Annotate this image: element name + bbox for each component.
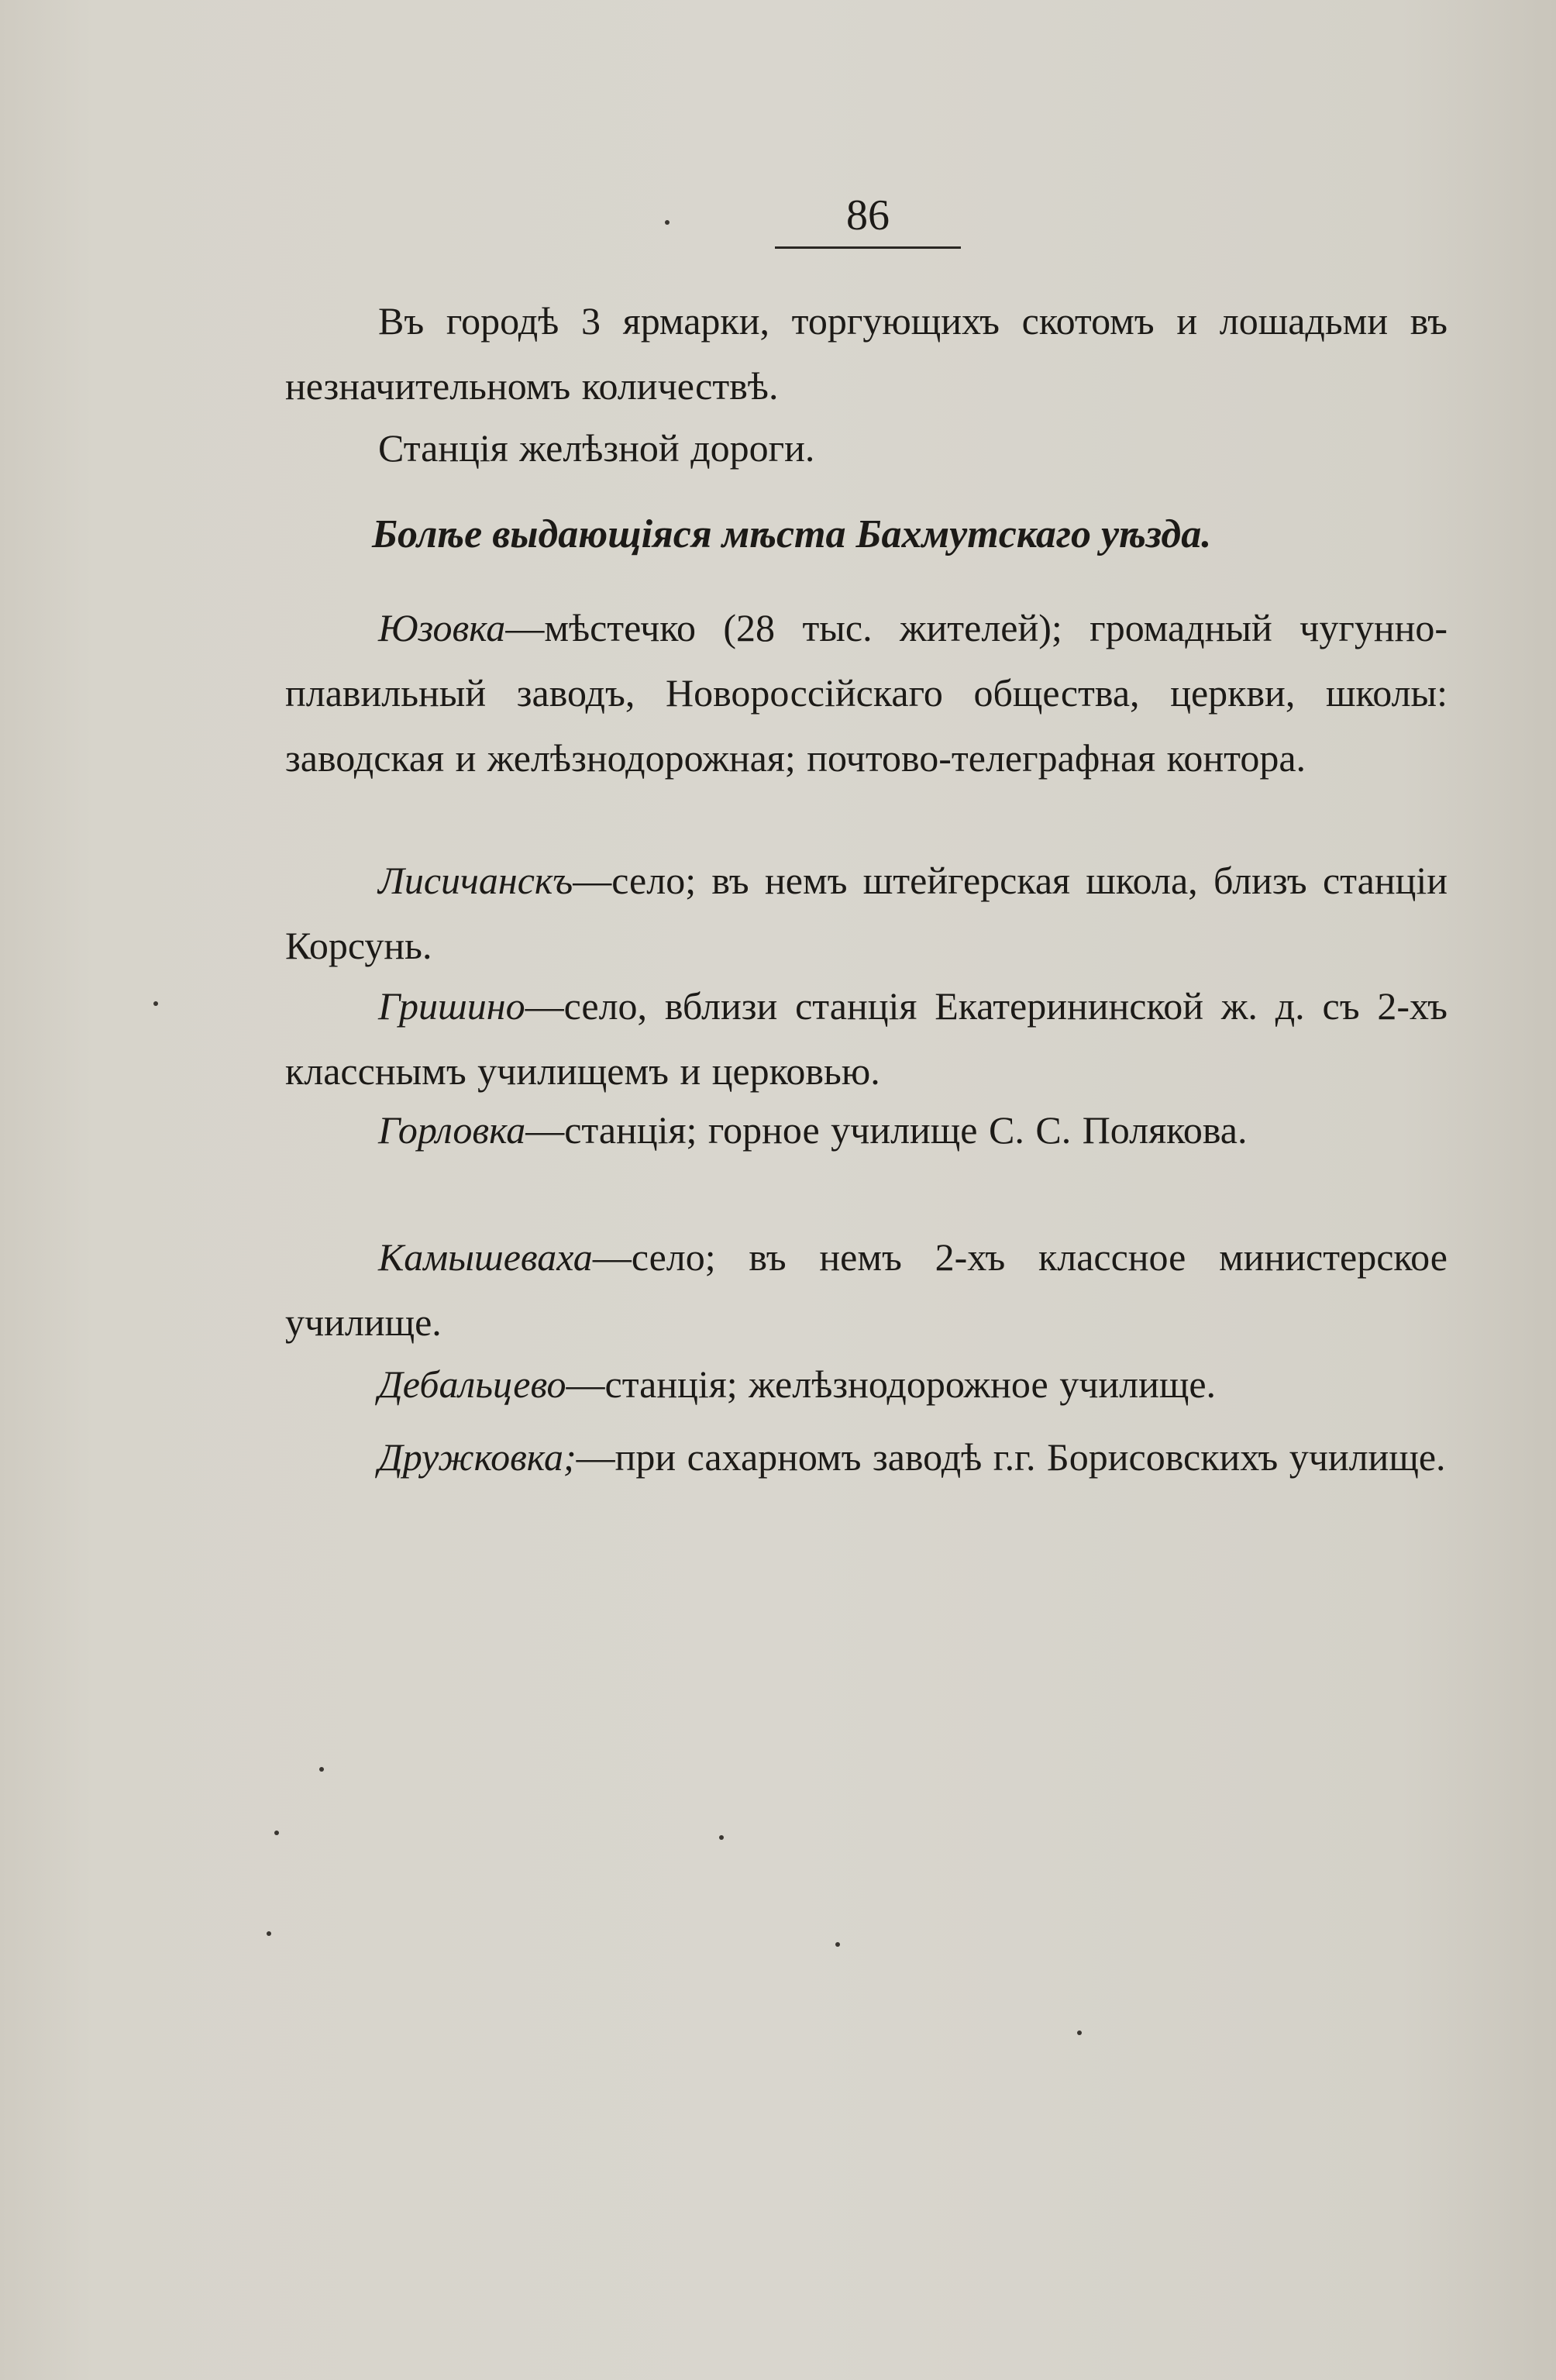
- entry-debaltsevo-text: —станція; желѣзнодорожное училище.: [566, 1362, 1217, 1406]
- entry-yuzovka-text: —мѣстечко (28 тыс. жителей); громадный чугунно-плавильный заводъ, Новороссійскаго общества, церкви, школы: заводская и желѣзнодорожная; почтово-телеграфная контора.: [285, 606, 1448, 780]
- paragraph-fairs: [285, 288, 1448, 418]
- entry-lisichansk-text: —село; въ немъ штейгерская школа, близъ станціи Корсунь.: [285, 859, 1448, 967]
- entry-debaltsevo-term: Дебальцево: [378, 1362, 566, 1406]
- entry-druzhkovka-text: —при сахарномъ заводѣ г.г. Борисовскихъ училище.: [576, 1435, 1446, 1479]
- print-speck: [274, 1831, 279, 1835]
- print-speck: [1077, 2030, 1082, 2035]
- print-speck: [719, 1835, 724, 1840]
- entry-lisichansk-term: Лисичанскъ: [378, 859, 573, 902]
- print-speck: [319, 1767, 324, 1772]
- print-speck: [267, 1931, 271, 1936]
- entry-lisichansk: [285, 848, 1448, 978]
- entry-grishino: [285, 973, 1448, 1104]
- entry-kamyshevakha-term: Камышеваха: [378, 1235, 593, 1279]
- print-speck: [835, 1942, 840, 1947]
- section-heading: Болѣе выдающіяся мѣста Бахмутскаго уѣзда.: [372, 512, 1212, 556]
- entry-gorlovka-term: Горловка: [378, 1108, 526, 1152]
- entry-druzhkovka-term: Дружковка;: [378, 1435, 577, 1479]
- entry-grishino-term: Гришино: [378, 984, 525, 1028]
- print-speck: [665, 220, 670, 225]
- entry-gorlovka-text: —станція; горное училище С. С. Полякова.: [525, 1108, 1248, 1152]
- entry-kamyshevakha: [285, 1224, 1448, 1355]
- entry-yuzovka: [285, 595, 1448, 790]
- paragraph-railway-station: [285, 415, 1448, 480]
- paragraph-fairs-text: Въ городѣ 3 ярмарки, торгующихъ скотомъ и лошадьми въ незначительномъ количествѣ.: [285, 299, 1448, 408]
- print-speck: [153, 1001, 158, 1006]
- entry-debaltsevo: [285, 1352, 1448, 1417]
- entry-gorlovka: [285, 1097, 1448, 1162]
- page-number: 86: [846, 191, 890, 239]
- entry-yuzovka-term: Юзовка: [378, 606, 506, 649]
- page-number-rule: [775, 246, 961, 249]
- paragraph-railway-station-text: Станція желѣзной дороги.: [378, 426, 815, 470]
- entry-grishino-text: —село, вблизи станція Екатерининской ж. д. съ 2-хъ класснымъ училищемъ и церковью.: [285, 984, 1448, 1093]
- entry-kamyshevakha-text: —село; въ немъ 2-хъ классное министерское училище.: [285, 1235, 1448, 1344]
- entry-druzhkovka: [285, 1424, 1448, 1490]
